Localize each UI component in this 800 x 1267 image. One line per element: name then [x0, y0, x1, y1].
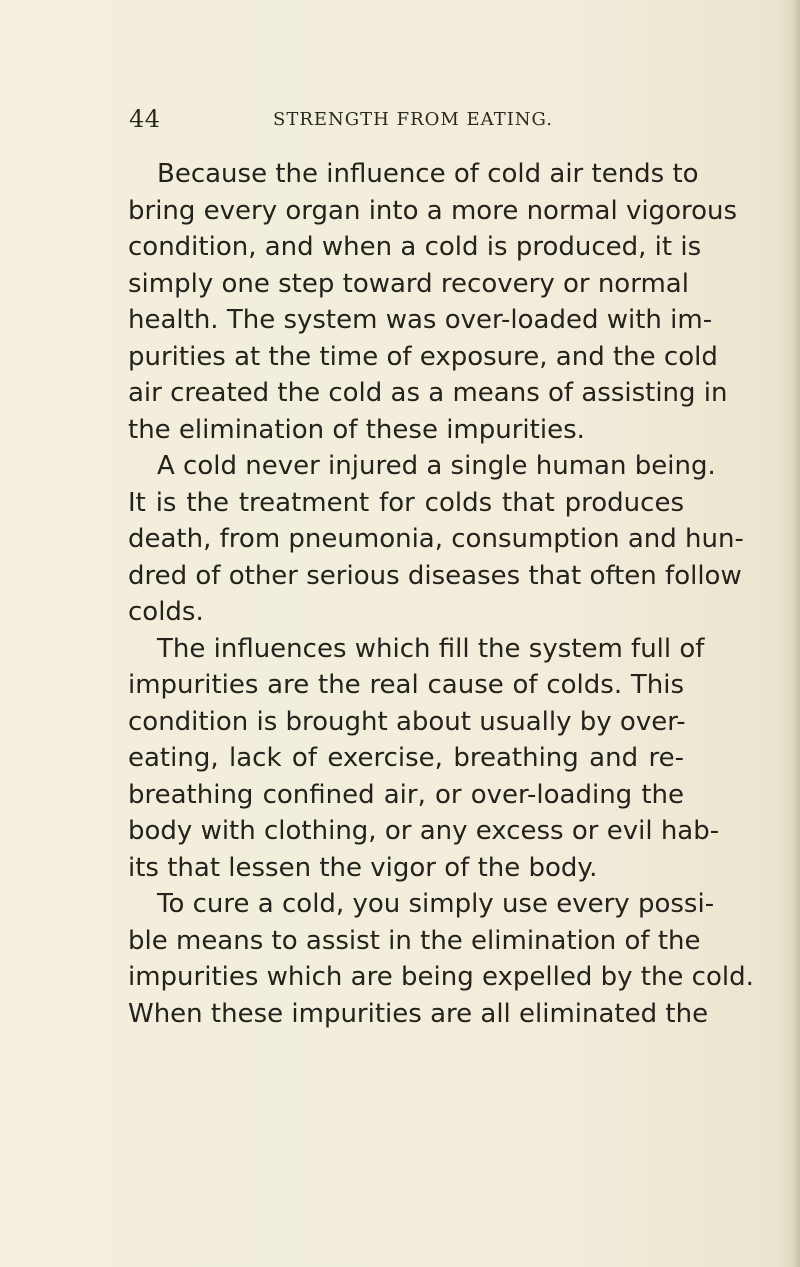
page-header: [0, 105, 800, 135]
text-line: breathing confined air, or over-loading the: [128, 779, 684, 810]
text-line: colds.: [128, 597, 204, 627]
text-line: its that lessen the vigor of the body.: [128, 852, 598, 883]
text-line: ble means to assist in the elimination of the: [128, 925, 701, 956]
text-line: It is the treatment for colds that produces: [128, 487, 684, 518]
text-line: death, from pneumonia, consumption and hun-: [128, 524, 744, 554]
text-line: To cure a cold, you simply use every possi-: [157, 889, 715, 919]
text-line: impurities are the real cause of colds. This: [128, 670, 684, 700]
text-line: simply one step toward recovery or normal: [128, 268, 689, 299]
text-line: dred of other serious diseases that often follow: [128, 560, 742, 591]
text-line: condition, and when a cold is produced, it is: [128, 232, 702, 262]
text-line: eating, lack of exercise, breathing and re-: [128, 743, 684, 773]
text-line: impurities which are being expelled by the cold.: [128, 962, 754, 992]
text-line: The influences which fill the system full of: [157, 633, 705, 664]
text-line: purities at the time of exposure, and the cold: [128, 341, 718, 372]
text-line: body with clothing, or any excess or evil hab-: [128, 816, 720, 846]
text-line: health. The system was over-loaded with im-: [128, 305, 713, 335]
text-line: the elimination of these impurities.: [128, 414, 585, 445]
text-line: condition is brought about usually by over-: [128, 706, 686, 737]
text-line: When these impurities are all eliminated the: [128, 998, 709, 1029]
body-text: [128, 156, 754, 1032]
text-line: A cold never injured a single human being.: [157, 451, 716, 481]
text-line: bring every organ into a more normal vigorous: [128, 195, 738, 226]
text-line: Because the influence of cold air tends to: [157, 159, 699, 189]
running-title: STRENGTH FROM EATING.: [273, 109, 554, 130]
text-line: air created the cold as a means of assisting in: [128, 378, 728, 408]
page-edge: [793, 0, 800, 1267]
page-number: 44: [129, 105, 161, 133]
